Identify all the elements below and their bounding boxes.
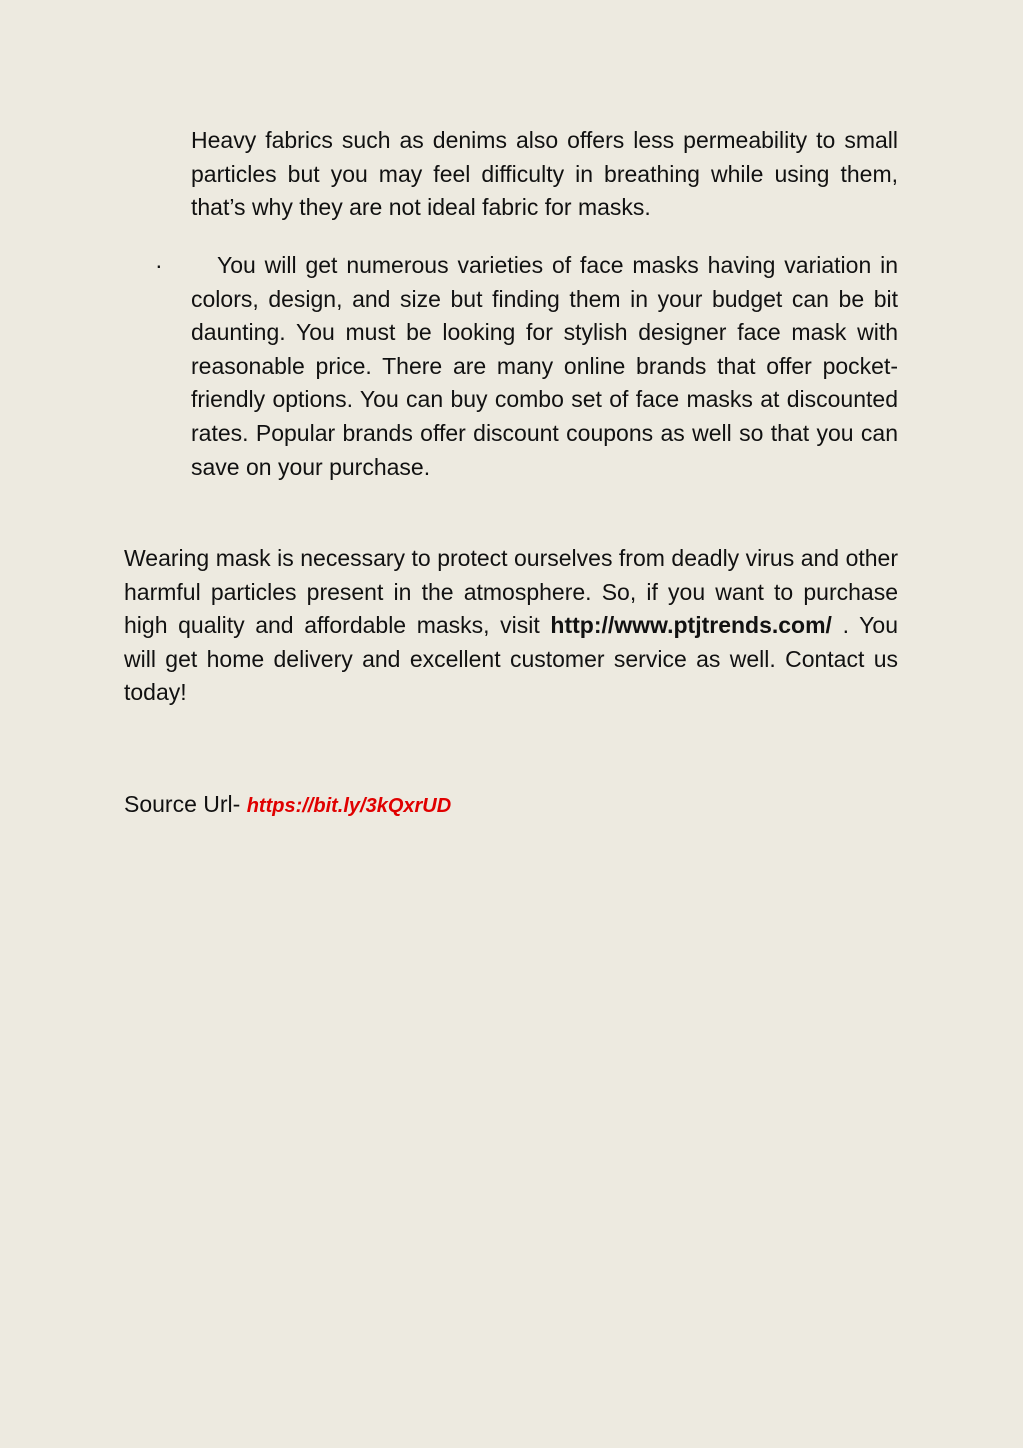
source-url-link[interactable]: https://bit.ly/3kQxrUD xyxy=(246,795,452,817)
source-url-label: Source Url- xyxy=(124,791,247,817)
source-url-line xyxy=(124,788,451,824)
conclusion-text-after: . You will get home delivery and excellent customer service as well. Contact us today! xyxy=(124,612,898,706)
bullet-marker: · xyxy=(155,252,163,278)
paragraph-heavy-fabrics: Heavy fabrics such as denims also offers less permeability to small particles but you may feel difficulty in breathing while using them, that’s why they are not ideal fabric for masks. xyxy=(191,127,898,221)
paragraph-conclusion xyxy=(124,542,898,710)
paragraph-varieties xyxy=(191,249,898,484)
varieties-text: You will get numerous varieties of face masks having variation in colors, design, and size but finding them in your budget can be bit daunting. You must be looking for stylish designer face mask with reasonable price. There are many online brands that offer pocket-friendly options. You can buy combo set of face masks at discounted rates. Popular brands offer discount coupons as well so that you can save on your purchase. xyxy=(191,252,898,480)
ptjtrends-link[interactable]: http://www.ptjtrends.com/ xyxy=(550,612,832,639)
conclusion-text-before: Wearing mask is necessary to protect ourselves from deadly virus and other harmful particles present in the atmosphere. So, if you want to purchase high quality and affordable masks, visit xyxy=(124,545,898,639)
